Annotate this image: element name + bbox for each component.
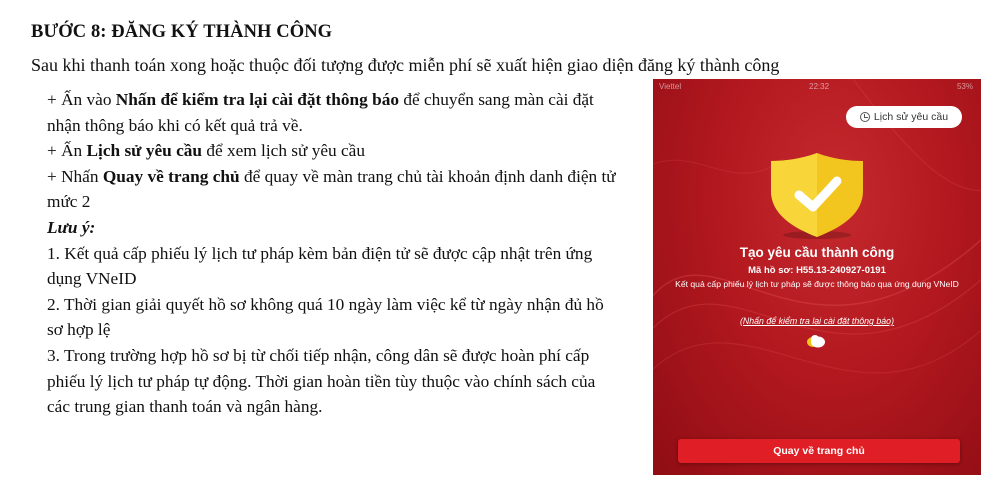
- note-item: 1. Kết quả cấp phiếu lý lịch tư pháp kèm bản điện tử sẽ được cập nhật trên ứng dụng VNeID: [47, 243, 593, 289]
- instructions: [47, 87, 617, 420]
- request-history-label: Lịch sử yêu cầu: [873, 111, 949, 123]
- step-home: + Nhấn Quay về trang chủ để quay về màn trang chủ tài khoản định danh điện tử mức 2: [47, 166, 616, 212]
- step-history: + Ấn Lịch sử yêu cầu để xem lịch sử yêu cầu: [47, 141, 365, 161]
- success-title: Tạo yêu cầu thành công: [739, 245, 895, 260]
- cloud-icon: [805, 334, 827, 348]
- status-bar: [659, 82, 973, 94]
- note-label: Lưu ý:: [47, 217, 96, 237]
- note-item: 2. Thời gian giải quyết hồ sơ không quá 10 ngày làm việc kể từ ngày nhận đủ hồ sơ hợp lệ: [47, 294, 604, 340]
- application-code: Mã hồ sơ: H55.13-240927-0191: [748, 265, 886, 276]
- page-heading: BƯỚC 8: ĐĂNG KÝ THÀNH CÔNG: [31, 22, 333, 42]
- request-history-button[interactable]: [846, 106, 962, 128]
- history-icon: [860, 112, 870, 122]
- note-item: 3. Trong trường hợp hồ sơ bị từ chối tiếp nhận, công dân sẽ được hoàn phí cấp phiếu lý lịch tư pháp tự động. Thời gian hoàn tiền tùy thuộc vào chính sách của các trung gian thanh toán và ngân hàng.: [47, 345, 596, 417]
- intro-text: Sau khi thanh toán xong hoặc thuộc đối tượng được miễn phí sẽ xuất hiện giao diện đăng ký thành công: [31, 55, 780, 75]
- result-note: Kết quả cấp phiếu lý lịch tư pháp sẽ được thông báo qua ứng dụng VNeID: [675, 279, 959, 289]
- clock: 22:32: [809, 82, 830, 91]
- background-waves: [653, 79, 981, 475]
- back-to-home-button[interactable]: Quay về trang chủ: [678, 439, 960, 463]
- step-check-notification: + Ấn vào Nhấn để kiểm tra lại cài đặt thông báo để chuyển sang màn cài đặt nhận thông báo khi có kết quả trả về.: [47, 90, 594, 135]
- battery-level: 53%: [956, 82, 973, 91]
- check-notification-link[interactable]: (Nhấn để kiểm tra lại cài đặt thông báo): [739, 316, 895, 326]
- carrier-label: Viettel: [659, 82, 682, 91]
- shield-check-icon: [763, 149, 871, 241]
- phone-screenshot: [653, 79, 981, 475]
